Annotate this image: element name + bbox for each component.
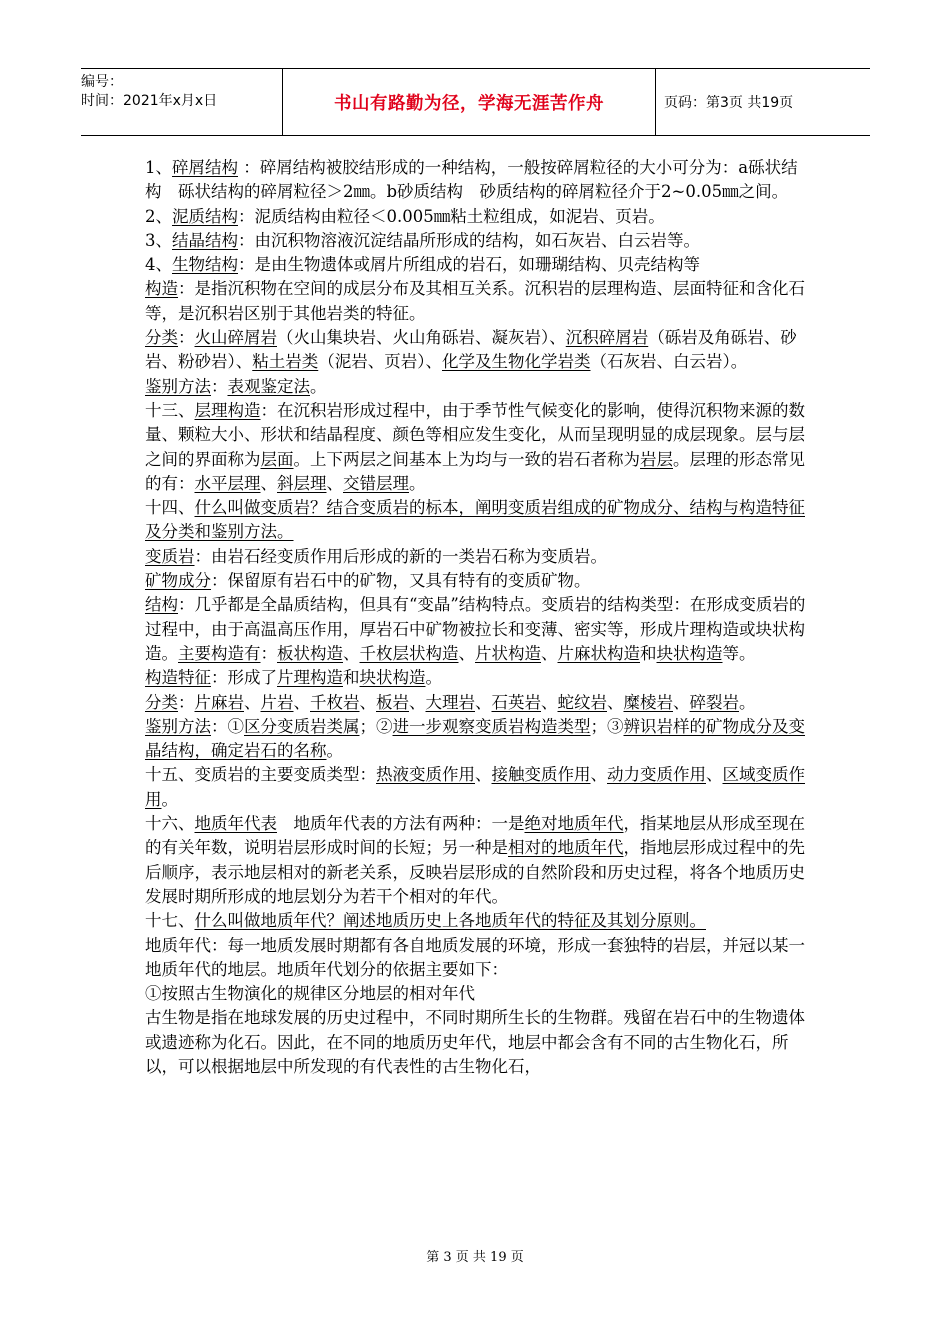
text-run: 、 (343, 643, 360, 663)
text-run: 。层理的形态常见的有： (145, 449, 805, 493)
text-run: ：① (211, 716, 244, 736)
text-run: （泥岩、页岩）、 (318, 352, 442, 372)
underlined-term: 板岩 (376, 692, 409, 712)
paragraph (145, 496, 811, 545)
number-label: 编号： (81, 74, 123, 90)
underlined-term: 生物结构 (172, 255, 238, 275)
text-run: （石灰岩、白云岩）。 (590, 352, 748, 372)
text-run: 。 (161, 789, 178, 809)
text-run: 1、 (145, 158, 172, 177)
underlined-term: 板状构造 (277, 643, 343, 663)
underlined-term: 水平层理 (194, 473, 261, 493)
text-run: 、 (475, 692, 492, 712)
document-body (145, 156, 811, 1079)
text-run: 。 (425, 668, 442, 688)
text-run: 、 (326, 473, 343, 493)
paragraph (145, 277, 811, 326)
underlined-term: 构造特征 (145, 668, 211, 688)
paragraph (145, 326, 811, 375)
text-run: ： (178, 692, 195, 712)
text-run: 。 (409, 473, 426, 493)
paragraph (145, 909, 811, 933)
text-run: 十五、变质岩的主要变质类型： (145, 765, 376, 785)
text-run: 。上下两层之间基本上为均与一致的岩石者称为 (293, 449, 640, 469)
text-run: ：由岩石经变质作用后形成的新的一类岩石称为变质岩。 (194, 546, 607, 566)
text-run: 古生物是指在地球发展的历史过程中，不同时期所生长的生物群。残留在岩石中的生物遗体或遗迹称为化石。因此，在不同的地质历史年代，地层中都会含有不同的古生物化石，所以，可以根据地层中所发现的有代表性的古生物化石， (145, 1008, 805, 1076)
text-run: 、 (409, 692, 426, 712)
paragraph (145, 1006, 811, 1079)
paragraph (145, 399, 811, 496)
paragraph (145, 715, 811, 764)
underlined-term: 什么叫做变质岩？结合变质岩的标本，阐明变质岩组成的矿物成分、结构与构造特征及分类和鉴别方法。 (145, 498, 805, 542)
text-run: ： (211, 376, 228, 396)
time-label: 时间：2021年x月x日 (81, 93, 218, 109)
underlined-term: 糜棱岩 (623, 692, 673, 712)
page-number-label: 页码：第3页 共19页 (664, 95, 794, 111)
text-run: 。 (310, 376, 327, 396)
underlined-term: 斜层理 (277, 473, 327, 493)
text-run: 地质年代：每一地质发展时期都有各自地质发展的环境，形成一套独特的岩层，并冠以某一地质年代的地层。地质年代划分的依据主要如下： (145, 935, 805, 979)
paragraph (145, 229, 811, 253)
paragraph (145, 253, 811, 277)
text-run: 3、 (145, 230, 172, 250)
header-info-cell (81, 69, 283, 135)
paragraph (145, 666, 811, 690)
underlined-term: 地质年代表 (194, 814, 277, 834)
underlined-term: 粘土岩类 (252, 352, 319, 372)
text-run: 十四、 (145, 498, 195, 518)
motto-text: 书山有路勤为径，学海无涯苦作舟 (334, 93, 604, 114)
underlined-term: 矿物成分 (145, 571, 211, 591)
text-run: ：碎屑结构被胶结形成的一种结构，一般按碎屑粒径的大小可分为：a砾状结构 砾状结构的碎屑粒径＞2㎜。b砂质结构 砂质结构的碎屑粒径介于2~0.05㎜之间。 (145, 158, 798, 202)
text-run: 、 (541, 692, 558, 712)
underlined-term: 什么叫做地质年代？阐述地质历史上各地质年代的特征及其划分原则。 (194, 911, 706, 931)
text-run: 、 (673, 692, 690, 712)
paragraph (145, 763, 811, 812)
paragraph (145, 982, 811, 1006)
page-footer: 第 3 页 共 19 页 (426, 1250, 524, 1265)
text-run: ：形成了 (211, 668, 277, 688)
underlined-term: 分类 (145, 328, 178, 348)
paragraph (145, 812, 811, 909)
underlined-term: 岩层 (640, 449, 673, 469)
underlined-term: 蛇纹岩 (557, 692, 607, 712)
text-run: ；③ (590, 716, 624, 736)
underlined-term: 结构 (145, 595, 178, 615)
underlined-term: 块状构造 (359, 668, 426, 688)
underlined-term: 碎屑结构 (172, 158, 238, 177)
underlined-term: 鉴别方法 (145, 716, 211, 736)
paragraph (145, 593, 811, 666)
underlined-term: 变质岩 (145, 546, 195, 566)
underlined-term: 片状构造 (475, 643, 541, 663)
underlined-term: 片理构造 (277, 668, 343, 688)
text-run: ：几乎都是全晶质结构，但具有“变晶”结构特点。变质岩的结构类型：在形成变质岩的过程中，由于高温高压作用，厚岩石中矿物被拉长和变薄、密实等，形成片理构造或块状构造。 (145, 595, 806, 663)
underlined-term: 鉴别方法 (145, 376, 211, 396)
text-run: 、 (541, 643, 558, 663)
text-run: ：泥质结构由粒径＜0.005㎜粘土粒组成，如泥岩、页岩。 (238, 206, 665, 226)
underlined-term: 动力变质作用 (607, 765, 706, 785)
text-run: 和 (343, 668, 360, 688)
underlined-term: 泥质结构 (172, 206, 238, 226)
underlined-term: 表观鉴定法 (227, 376, 310, 396)
paragraph (145, 934, 811, 983)
underlined-term: 沉积碎屑岩 (565, 328, 649, 348)
text-run: （火山集块岩、火山角砾岩、凝灰岩）、 (277, 328, 566, 348)
text-run: 、 (607, 692, 624, 712)
paragraph (145, 545, 811, 569)
header-page-cell (656, 69, 870, 135)
underlined-term: 交错层理 (343, 473, 409, 493)
text-run: ：由沉积物溶液沉淀结晶所形成的结构，如石灰岩、白云岩等。 (238, 230, 700, 250)
underlined-term: 区域变质作用 (145, 765, 805, 809)
underlined-term: 进一步观察变质岩构造类型 (392, 716, 591, 736)
underlined-term: 片岩 (260, 692, 294, 712)
underlined-term: 层理构造 (194, 400, 261, 420)
text-run: ；② (359, 716, 393, 736)
text-run: 、 (260, 473, 277, 493)
text-run: ：是指沉积物在空间的成层分布及其相互关系。沉积岩的层理构造、层面特征和含化石等，是沉积岩区别于其他岩类的特征。 (145, 279, 805, 323)
text-run: 、 (706, 765, 723, 785)
underlined-term: 块状构造 (656, 643, 723, 663)
paragraph (145, 569, 811, 593)
text-run: ：是由生物遗体或屑片所组成的岩石，如珊瑚结构、贝壳结构等 (238, 255, 700, 275)
paragraph (145, 375, 811, 399)
text-run: 、 (244, 692, 261, 712)
text-run: ：在沉积岩形成过程中，由于季节性气候变化的影响，使得沉积物来源的数量、颗粒大小、形状和结晶程度、颜色等相应发生变化，从而呈现明显的成层现象。层与层之间的界面称为 (145, 400, 805, 469)
paragraph (145, 205, 811, 229)
underlined-term: 热液变质作用 (376, 765, 475, 785)
text-run: 地质年代表的方法有两种：一是 (277, 814, 525, 834)
text-run: 2、 (145, 206, 172, 226)
text-run: 等。 (722, 643, 756, 663)
text-run: 。 (739, 692, 756, 712)
underlined-term: 构造 (145, 279, 178, 299)
text-run: ①按照古生物演化的规律区分地层的相对年代 (145, 984, 475, 1004)
underlined-term: 辨识岩样的矿物成分及变晶结构，确定岩石的名称 (145, 716, 805, 761)
text-run: 4、 (145, 255, 172, 275)
header-motto-cell (283, 69, 656, 135)
underlined-term: 石英岩 (491, 692, 541, 712)
text-run: 、 (458, 643, 475, 663)
text-run: 、 (475, 765, 492, 785)
page-header (81, 68, 870, 136)
underlined-term: 层面 (260, 449, 294, 469)
text-run: 、 (590, 765, 607, 785)
text-run: 和 (640, 643, 657, 663)
text-run: 十三、 (145, 400, 195, 420)
text-run: 、 (359, 692, 376, 712)
underlined-term: 千枚岩 (310, 692, 360, 712)
underlined-term: 区分变质岩类属 (244, 716, 360, 736)
underlined-term: 主要构造有 (178, 643, 261, 663)
underlined-term: 火山碎屑岩 (194, 328, 277, 348)
underlined-term: 接触变质作用 (491, 765, 591, 785)
text-run: ：保留原有岩石中的矿物，又具有特有的变质矿物。 (211, 571, 591, 591)
text-run: ： (178, 328, 195, 348)
text-run: 、 (293, 692, 310, 712)
underlined-term: 相对的地质年代 (508, 838, 624, 858)
text-run: 十六、 (145, 814, 195, 834)
text-run: （砾岩及角砾岩、砂岩、粉砂岩）、 (145, 328, 797, 372)
text-run: ，指某地层从形成至现在的有关年数，说明岩层形成时间的长短；另一种是 (145, 814, 805, 858)
text-run: ： (260, 643, 277, 663)
underlined-term: 片麻状构造 (557, 643, 640, 663)
underlined-term: 大理岩 (425, 692, 475, 712)
underlined-term: 片麻岩 (194, 692, 244, 712)
underlined-term: 千枚层状构造 (359, 643, 459, 663)
underlined-term: 结晶结构 (172, 230, 238, 250)
text-run: 十七、 (145, 911, 195, 931)
paragraph (145, 691, 811, 715)
underlined-term: 分类 (145, 692, 178, 712)
paragraph (145, 156, 811, 205)
text-run: 。 (326, 741, 343, 761)
text-run: ，指地层形成过程中的先后顺序，表示地层相对的新老关系，反映岩层形成的自然阶段和历史过程，将各个地质历史发展时期所形成的地层划分为若干个相对的年代。 (145, 838, 805, 906)
underlined-term: 碎裂岩 (689, 692, 739, 712)
underlined-term: 绝对地质年代 (524, 814, 624, 834)
underlined-term: 化学及生物化学岩类 (442, 352, 591, 372)
